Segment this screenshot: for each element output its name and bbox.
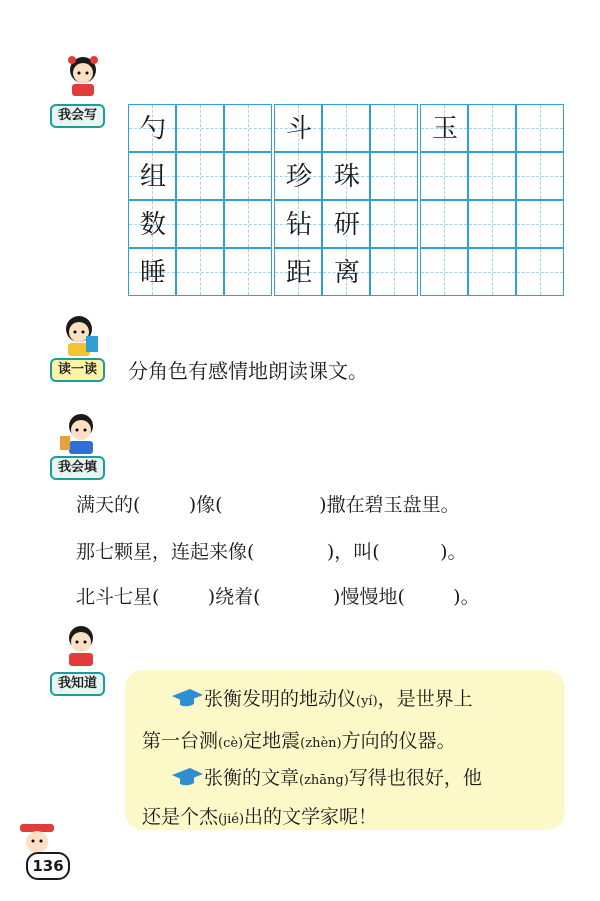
grid-cell bbox=[370, 152, 418, 200]
know-line-1 bbox=[170, 684, 473, 711]
grid-cell bbox=[274, 104, 322, 152]
grid-cell bbox=[468, 152, 516, 200]
grid-character: 钻 bbox=[285, 210, 312, 240]
know-text: 定地震 bbox=[243, 730, 301, 752]
grid-cell bbox=[176, 248, 224, 296]
know-text: 张衡的文章 bbox=[204, 767, 300, 789]
grid-cell bbox=[224, 152, 272, 200]
grid-cell bbox=[420, 200, 468, 248]
pinyin-annotation: (zhèn) bbox=[300, 736, 342, 751]
know-text: 写得也很好，他 bbox=[348, 767, 482, 789]
grid-cell bbox=[176, 152, 224, 200]
fill-line-2: 那七颗星，连起来像( )，叫( )。 bbox=[76, 541, 467, 563]
grid-cell bbox=[322, 152, 370, 200]
know-text: 出的文学家呢！ bbox=[244, 806, 378, 828]
grid-cell bbox=[420, 104, 468, 152]
grid-cell bbox=[516, 104, 564, 152]
section-label-fill: 我会填 bbox=[50, 456, 105, 480]
girl-reading-icon bbox=[56, 312, 102, 358]
grid-cell bbox=[420, 248, 468, 296]
know-line-3 bbox=[170, 763, 482, 790]
grid-cell bbox=[224, 248, 272, 296]
know-line-4 bbox=[142, 802, 377, 829]
page-number: 136 bbox=[26, 852, 70, 880]
grid-character: 离 bbox=[333, 258, 360, 288]
grid-character: 斗 bbox=[285, 114, 312, 144]
grid-character: 研 bbox=[333, 210, 360, 240]
fill-line-3: 北斗七星( )绕着( )慢慢地( )。 bbox=[76, 586, 480, 608]
grid-cell bbox=[224, 200, 272, 248]
grid-character: 珠 bbox=[333, 162, 360, 192]
grid-cell bbox=[128, 152, 176, 200]
grid-cell bbox=[516, 200, 564, 248]
know-text: 还是个杰 bbox=[142, 806, 219, 828]
grid-character: 数 bbox=[139, 210, 166, 240]
section-label-write: 我会写 bbox=[50, 104, 105, 128]
pinyin-annotation: (zhāng) bbox=[299, 773, 349, 788]
grid-cell bbox=[516, 248, 564, 296]
know-text: ，是世界上 bbox=[377, 688, 473, 710]
grid-cell bbox=[370, 248, 418, 296]
boy-thinking-icon bbox=[58, 622, 104, 668]
girl-writing-icon bbox=[60, 52, 106, 98]
grid-character: 勺 bbox=[139, 114, 166, 144]
graduation-cap-icon bbox=[170, 686, 204, 708]
grid-cell bbox=[274, 152, 322, 200]
grid-cell bbox=[322, 200, 370, 248]
grid-cell bbox=[128, 200, 176, 248]
grid-cell bbox=[468, 200, 516, 248]
grid-cell bbox=[322, 104, 370, 152]
grid-character: 珍 bbox=[285, 162, 312, 192]
know-text: 张衡发明的地动仪 bbox=[204, 688, 357, 710]
know-text: 第一台测 bbox=[142, 730, 219, 752]
grid-cell bbox=[516, 152, 564, 200]
section-label-read: 读一读 bbox=[50, 358, 105, 382]
pinyin-annotation: (jié) bbox=[218, 812, 245, 827]
know-line-2 bbox=[142, 726, 456, 753]
grid-cell bbox=[322, 248, 370, 296]
grid-character: 距 bbox=[285, 258, 312, 288]
grid-cell bbox=[274, 200, 322, 248]
section-label-know: 我知道 bbox=[50, 672, 105, 696]
grid-character: 组 bbox=[139, 162, 166, 192]
grid-cell bbox=[176, 104, 224, 152]
grid-cell bbox=[128, 104, 176, 152]
graduation-cap-icon bbox=[170, 765, 204, 787]
grid-cell bbox=[370, 104, 418, 152]
pinyin-annotation: (cè) bbox=[218, 736, 244, 751]
character-writing-grid bbox=[128, 104, 564, 298]
grid-cell bbox=[370, 200, 418, 248]
grid-character: 睡 bbox=[139, 258, 166, 288]
grid-cell bbox=[176, 200, 224, 248]
fill-line-1: 满天的( )像( )撒在碧玉盘里。 bbox=[76, 494, 460, 516]
grid-cell bbox=[128, 248, 176, 296]
know-text: 方向的仪器。 bbox=[341, 730, 456, 752]
pinyin-annotation: (yí) bbox=[356, 694, 378, 709]
grid-cell bbox=[468, 104, 516, 152]
grid-cell bbox=[274, 248, 322, 296]
grid-cell bbox=[420, 152, 468, 200]
grid-cell bbox=[224, 104, 272, 152]
grid-character: 玉 bbox=[431, 114, 458, 144]
read-instruction: 分角色有感情地朗读课文。 bbox=[128, 359, 368, 383]
grid-cell bbox=[468, 248, 516, 296]
boy-writing-icon bbox=[56, 410, 102, 456]
